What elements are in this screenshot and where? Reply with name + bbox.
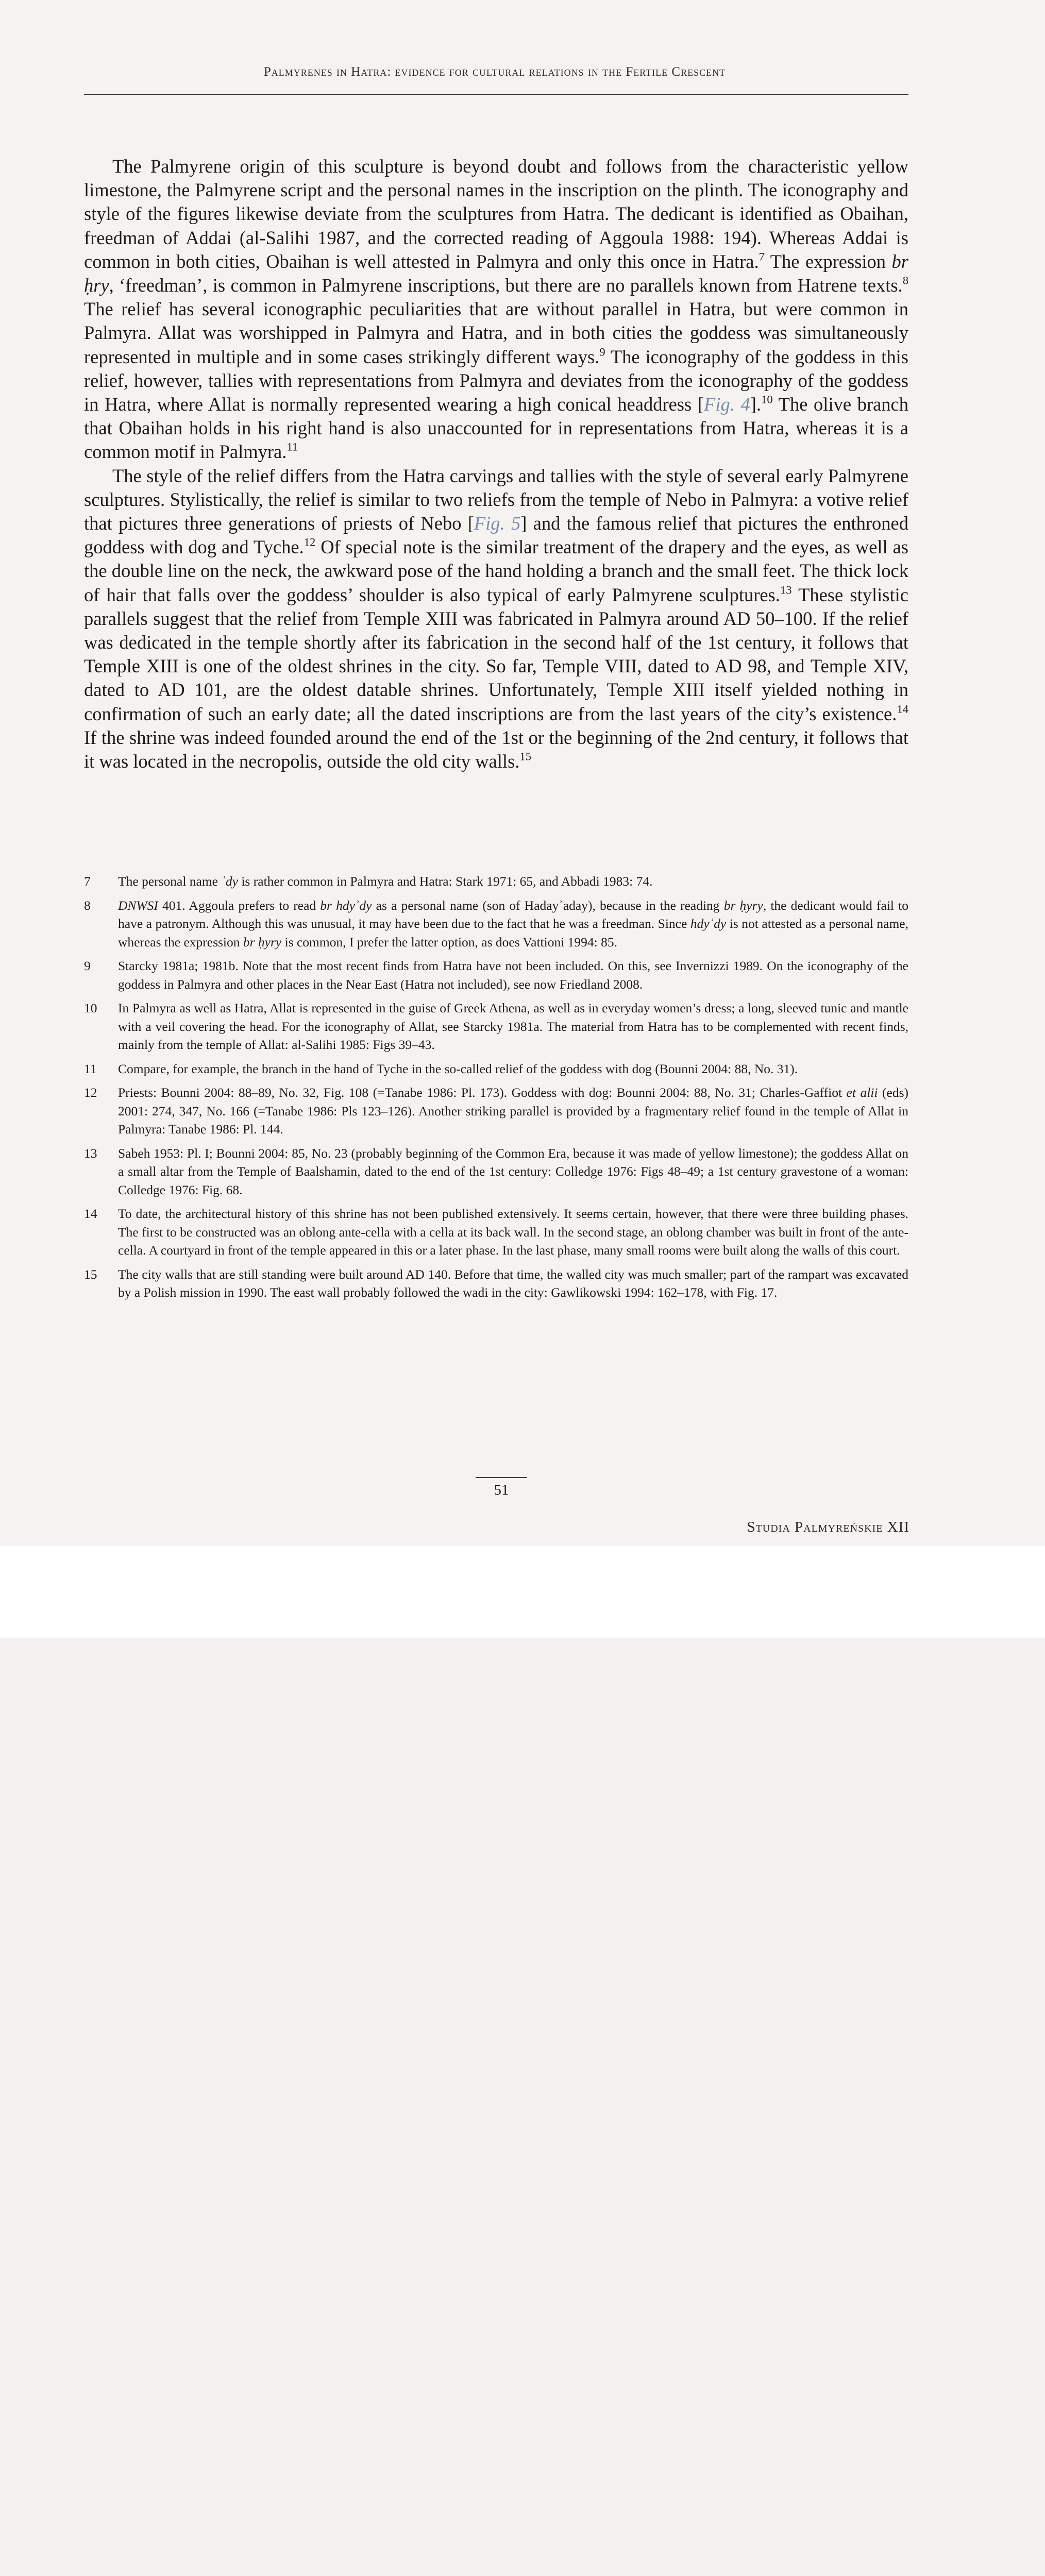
text-run: Sabeh 1953: Pl. I; Bounni 2004: 85, No. 23 (probably beginning of the Common Era, because it was made of yellow limestone); the goddess Allat on a small altar from the Temple of Baalshamin, dated to the end of the 1st century: Colledge 1976: Figs 48–49; a 1st century gravestone of a woman: Colledge 1976: Fig. 68. [118, 1145, 908, 1197]
text-run: Compare, for example, the branch in the hand of Tyche in the so-called relief of the goddess with dog (Bounni 2004: 88, No. 31). [118, 1061, 798, 1076]
italic-term: br ḥyry [243, 934, 282, 950]
text-run: The personal name [118, 874, 222, 889]
text-run: 401. Aggoula prefers to read [158, 897, 321, 913]
text-run: is not attested as a personal name, whereas the expression [118, 916, 908, 950]
digitization-footer [0, 1546, 1045, 1638]
footnote-13 [84, 1144, 908, 1199]
text-run: Starcky 1981a; 1981b. Note that the most recent finds from Hatra have not been included. On this, see Invernizzi 1989. On the iconography of the goddess in Palmyra and other places in the Near East (Hatra not included), see now Friedland 2008. [118, 958, 908, 992]
footnote-number: 10 [84, 1001, 97, 1015]
footnote-11 [84, 1060, 908, 1078]
footnote-text [118, 896, 908, 952]
italic-term: DNWSI [118, 897, 158, 913]
text-run: The city walls that are still standing were built around AD 140. Before that time, the walled city was much smaller; part of the rampart was excavated by a Polish mission in 1990. The east wall probably followed the wadi in the city: Gawlikowski 1994: 162–178, with Fig. 17. [118, 1266, 908, 1300]
footnote-9 [84, 957, 908, 993]
text-run: The style of the relief differs from the Hatra carvings and tallies with the style of several early Palmyrene sculptures. Stylistically, the relief is similar to two reliefs from the temple of Nebo in Palmyra: a votive relief that pictures three generations of priests of Nebo [ [84, 465, 908, 534]
italic-term: et alii [846, 1085, 878, 1100]
page-number-rule [476, 1477, 527, 1478]
footnote-ref-15[interactable]: 15 [519, 750, 532, 763]
footnote-text [118, 999, 908, 1054]
footnote-ref-14[interactable]: 14 [897, 702, 908, 715]
footnote-ref-13[interactable]: 13 [780, 583, 792, 596]
footnote-ref-9[interactable]: 9 [599, 345, 605, 358]
text-run: The olive branch that Obaihan holds in his right hand is also unaccounted for in representations from Hatra, whereas it is a common motif in Palmyra. [84, 394, 909, 463]
footnote-ref-10[interactable]: 10 [761, 393, 773, 406]
text-run: These stylistic parallels suggest that the relief from Temple XIII was fabricated in Palmyra around AD 50–100. If the relief was dedicated in the temple shortly after its fabrication in the second half of the 1st century, it follows that Temple XIII is one of the oldest shrines in the city. So far, Temple VIII, dated to AD 98, and Temple XIV, dated to AD 101, are the oldest datable shrines. Unfortunately, Temple XIII itself yielded nothing in confirmation of such an early date; all the dated inscriptions are from the last years of the city’s existence. [84, 584, 908, 724]
italic-term: br ḥyry [723, 897, 763, 913]
text-run: The expression [764, 250, 892, 272]
text-run: ]. [750, 394, 762, 415]
footnote-number: 15 [84, 1266, 97, 1282]
footnote-ref-8[interactable]: 8 [902, 274, 908, 287]
paragraph-1 [84, 155, 908, 464]
footnote-number: 8 [84, 897, 91, 913]
text-run: , the dedicant would fail to have a patronym. Although this was unusual, it may have been due to the fact that he was a freedman. Since [118, 897, 908, 931]
footnote-text [118, 1083, 908, 1139]
italic-term: ʾdy [221, 874, 238, 889]
text-run: , ‘freedman’, is common in Palmyrene inscriptions, but there are no parallels known from Hatrene texts. [109, 275, 903, 296]
text-run: (eds) 2001: 274, 347, No. 166 (=Tanabe 1986: Pls 123–126). Another striking parallel is provided by a fragmentary relief found in the temple of Allat in Palmyra: Tanabe 1986: Pl. 144. [118, 1085, 908, 1137]
footnote-12 [84, 1083, 908, 1139]
footnote-number: 11 [84, 1061, 97, 1076]
figure-ref-5[interactable]: Fig. 5 [474, 513, 521, 534]
footnote-text [118, 872, 908, 891]
text-run: Priests: Bounni 2004: 88–89, No. 32, Fig. 108 (=Tanabe 1986: Pl. 173). Goddess with dog: Bounni 2004: 88, No. 31; Charles-Gaffiot [118, 1085, 847, 1100]
footnote-ref-7[interactable]: 7 [759, 250, 765, 263]
text-run: To date, the architectural history of this shrine has not been published extensively. It seems certain, however, that there were three building phases. The first to be constructed was an oblong ante-cella with a cella at its back wall. In the second stage, an oblong chamber was built in front of the ante-cella. A courtyard in front of the temple appeared in this or a later phase. In the last phase, many small rooms were built along the walls of this court. [118, 1206, 908, 1258]
journal-title: Studia Palmyreńskie XII [747, 1519, 909, 1535]
footnote-text [118, 1205, 908, 1260]
text-run: as a personal name (son of Hadayʾaday), because in the reading [372, 897, 724, 913]
text-run: Of special note is the similar treatment of the drapery and the eyes, as well as the double line on the neck, the awkward pose of the hand holding a branch and the small feet. The thick lock of hair that falls over the goddess’ shoulder is also typical of early Palmyrene sculptures. [84, 536, 908, 605]
footnote-ref-11[interactable]: 11 [286, 440, 298, 453]
text-run: In Palmyra as well as Hatra, Allat is represented in the guise of Greek Athena, as well as in everyday women’s dress; a long, sleeved tunic and mantle with a veil covering the head. For the iconography of Allat, see Starcky 1981a. The material from Hatra has to be complemented with recent finds, mainly from the temple of Allat: al-Salihi 1985: Figs 39–43. [118, 1001, 908, 1052]
header-rule [84, 94, 908, 95]
footnote-15 [84, 1265, 908, 1302]
footnote-text [118, 1060, 908, 1078]
main-text [84, 155, 908, 773]
footnote-text [118, 1144, 908, 1199]
footnote-14 [84, 1205, 908, 1260]
text-run: The iconography of the goddess in this relief, however, tallies with representations from Palmyra and deviates from the iconography of the goddess in Hatra, where Allat is normally represented wearing a high conical headdress [ [84, 346, 909, 415]
footnotes [84, 872, 908, 1308]
footnote-number: 7 [84, 874, 91, 889]
paragraph-2 [84, 464, 908, 774]
footnote-text [118, 1265, 908, 1302]
footnote-10 [84, 999, 908, 1054]
footnote-ref-12[interactable]: 12 [304, 535, 316, 549]
footnote-number: 13 [84, 1145, 97, 1161]
text-run: If the shrine was indeed founded around the end of the 1st or the beginning of the 2nd century, it follows that it was located in the necropolis, outside the old city walls. [84, 726, 908, 772]
italic-term: br hdyʾdy [320, 897, 372, 913]
footnote-text [118, 957, 908, 993]
footnote-7 [84, 872, 908, 891]
footnote-number: 9 [84, 958, 91, 973]
running-head: Palmyrenes in Hatra: evidence for cultural relations in the Fertile Crescent [263, 65, 726, 79]
italic-term: hdyʾdy [690, 916, 727, 931]
footnote-number: 14 [84, 1206, 97, 1221]
footnote-8 [84, 896, 908, 952]
page-number: 51 [494, 1482, 509, 1498]
figure-ref-4[interactable]: Fig. 4 [704, 394, 750, 415]
text-run: ] and the famous relief that pictures the enthroned goddess with dog and Tyche. [84, 513, 908, 558]
italic-term: br ḥry [84, 250, 909, 296]
text-run: is common, I prefer the latter option, as does Vattioni 1994: 85. [281, 934, 618, 950]
text-run: is rather common in Palmyra and Hatra: Stark 1971: 65, and Abbadi 1983: 74. [238, 874, 653, 889]
text-run: The relief has several iconographic peculiarities that are without parallel in Hatra, but were common in Palmyra. Allat was worshipped in Palmyra and Hatra, and in both cities the goddess was simultaneously represented in multiple and in some cases strikingly different ways. [84, 298, 908, 367]
footnote-number: 12 [84, 1085, 97, 1100]
text-run: The Palmyrene origin of this sculpture is beyond doubt and follows from the characteristic yellow limestone, the Palmyrene script and the personal names in the inscription on the plinth. The iconography and style of the figures likewise deviate from the sculptures from Hatra. The dedicant is identified as Obaihan, freedman of Addai (al-Salihi 1987, and the corrected reading of Aggoula 1988: 194). Whereas Addai is common in both cities, Obaihan is well attested in Palmyra and only this once in Hatra. [84, 156, 908, 272]
